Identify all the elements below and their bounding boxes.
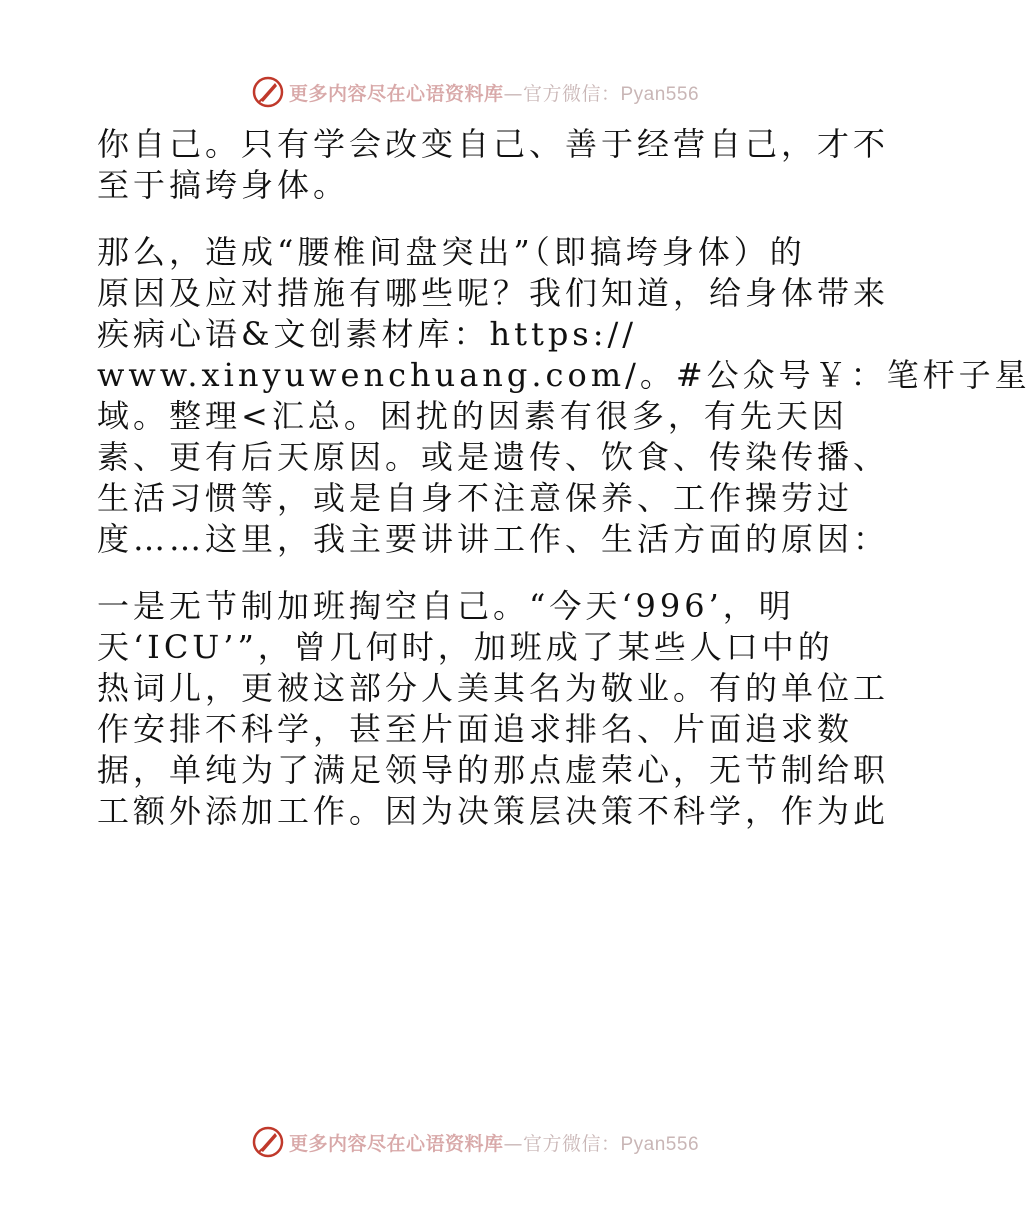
header-banner-dash: — xyxy=(503,82,523,105)
header-banner-text xyxy=(289,79,699,106)
text-line-8: 素、更有后天原因。或是遗传、饮食、传染传播、 xyxy=(97,438,890,476)
footer-banner-dash: — xyxy=(503,1132,523,1155)
text-line-11: 一是无节制加班掏空自己。“今天‘996’，明 xyxy=(97,587,795,625)
header-banner-wechat-id: Pyan556 xyxy=(620,83,700,105)
text-line-3: 那么，造成“腰椎间盘突出”（即搞垮身体）的 xyxy=(97,233,806,271)
footer-banner-wechat-id: Pyan556 xyxy=(620,1133,700,1155)
text-line-15: 据，单纯为了满足领导的那点虚荣心，无节制给职 xyxy=(97,751,890,789)
header-banner-wechat-label: 官方微信： xyxy=(522,82,621,105)
text-line-5: 疾病心语&文创素材库：https:// xyxy=(97,315,638,353)
footer-banner-wechat-label: 官方微信： xyxy=(522,1132,621,1155)
footer-banner-text xyxy=(289,1129,699,1156)
quill-logo-icon xyxy=(251,1125,285,1159)
text-line-9: 生活习惯等，或是自身不注意保养、工作操劳过 xyxy=(97,479,854,517)
text-line-7: 域。整理<汇总。困扰的因素有很多，有先天因 xyxy=(97,397,848,435)
header-banner-title: 更多内容尽在心语资料库 xyxy=(288,82,504,105)
text-line-6: www.xinyuwenchuang.com/。#公众号￥：笔杆子星 xyxy=(97,356,1031,394)
text-line-1: 你自己。只有学会改变自己、善于经营自己，才不 xyxy=(97,125,890,163)
header-watermark-banner xyxy=(0,72,950,112)
text-line-14: 作安排不科学，甚至片面追求排名、片面追求数 xyxy=(97,710,854,748)
text-line-2: 至于搞垮身体。 xyxy=(97,166,350,204)
text-line-4: 原因及应对措施有哪些呢？我们知道，给身体带来 xyxy=(97,274,890,312)
text-line-10: 度……这里，我主要讲讲工作、生活方面的原因： xyxy=(97,520,890,558)
quill-logo-icon xyxy=(251,75,285,109)
footer-watermark-banner xyxy=(0,1122,950,1162)
footer-banner-title: 更多内容尽在心语资料库 xyxy=(288,1132,504,1155)
text-line-12: 天‘ICU’”，曾几何时，加班成了某些人口中的 xyxy=(97,628,834,666)
text-line-13: 热词儿，更被这部分人美其名为敬业。有的单位工 xyxy=(97,669,890,707)
document-body xyxy=(97,124,1031,832)
text-line-16: 工额外添加工作。因为决策层决策不科学，作为此 xyxy=(97,792,890,830)
